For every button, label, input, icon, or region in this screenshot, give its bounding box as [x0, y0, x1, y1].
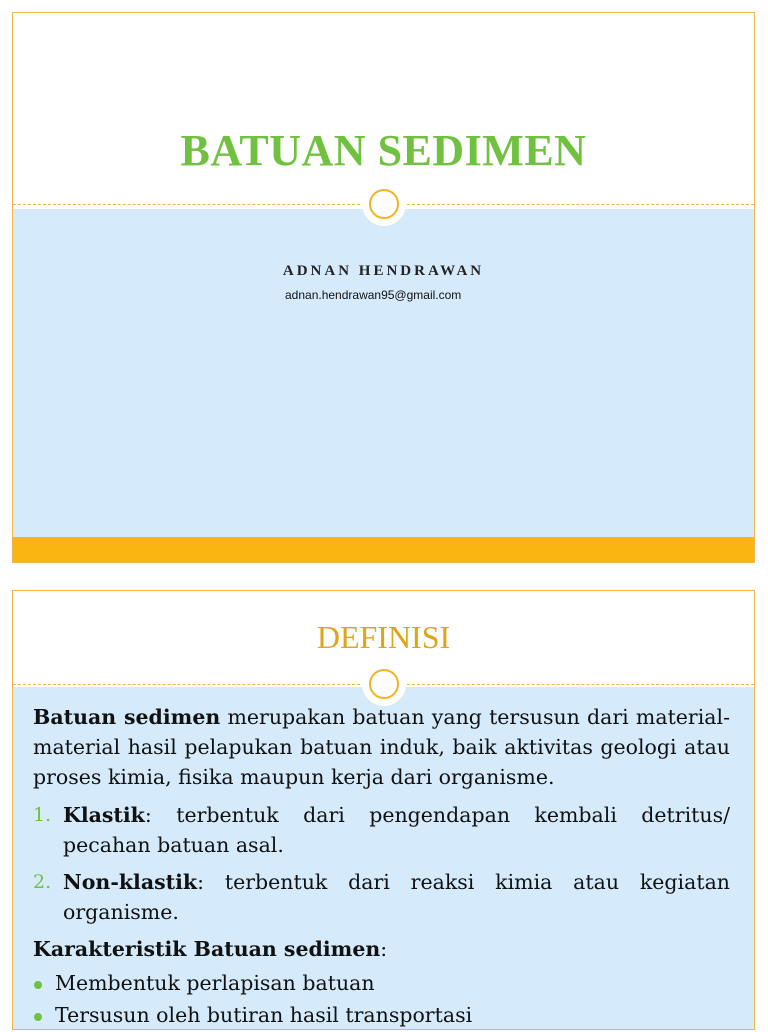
item-term: Klastik — [63, 803, 145, 827]
circle-ornament-icon — [366, 666, 402, 702]
intro-text: merupakan batuan yang tersusun dari material-material hasil pelapukan batuan induk, baik aktivitas geologi atau proses kimia, fisika maupun kerja dari organisme. — [33, 705, 730, 789]
slide-title: DEFINISI — [316, 619, 451, 655]
bullet-item — [33, 1000, 730, 1030]
circle-ornament-icon — [366, 186, 402, 222]
bullet-text: Tersusun oleh butiran hasil transportasi — [55, 1003, 473, 1027]
numbered-item-klastik — [33, 800, 730, 860]
item-term: Non-klastik — [63, 870, 198, 894]
slide-title: BATUAN SEDIMEN — [180, 126, 587, 175]
title-slide — [12, 12, 755, 563]
numbered-item-non-klastik — [33, 867, 730, 927]
item-number: 2. — [33, 871, 52, 893]
item-text: : terbentuk dari reaksi kimia atau kegiatan organisme. — [63, 870, 730, 924]
intro-term: Batuan sedimen — [33, 705, 221, 729]
heading-text: Karakteristik Batuan sedimen — [33, 937, 381, 961]
characteristics-heading — [33, 934, 730, 964]
bullet-text: Membentuk perlapisan batuan — [55, 971, 375, 995]
subtitle-area — [13, 209, 754, 537]
item-number: 1. — [33, 804, 52, 826]
title-area — [13, 13, 754, 209]
item-text: : terbentuk dari pengendapan kembali detritus/ pecahan batuan asal. — [63, 803, 730, 857]
accent-bar — [13, 537, 754, 563]
author-name: ADNAN HENDRAWAN — [282, 263, 485, 279]
definition-content — [33, 702, 730, 1032]
bullet-dot-icon — [34, 1013, 42, 1021]
bullet-item — [33, 968, 730, 998]
heading-colon: : — [380, 937, 388, 961]
author-email: adnan.hendrawan95@gmail.com — [285, 288, 462, 302]
bullet-dot-icon — [34, 981, 42, 989]
intro-paragraph — [33, 702, 730, 792]
